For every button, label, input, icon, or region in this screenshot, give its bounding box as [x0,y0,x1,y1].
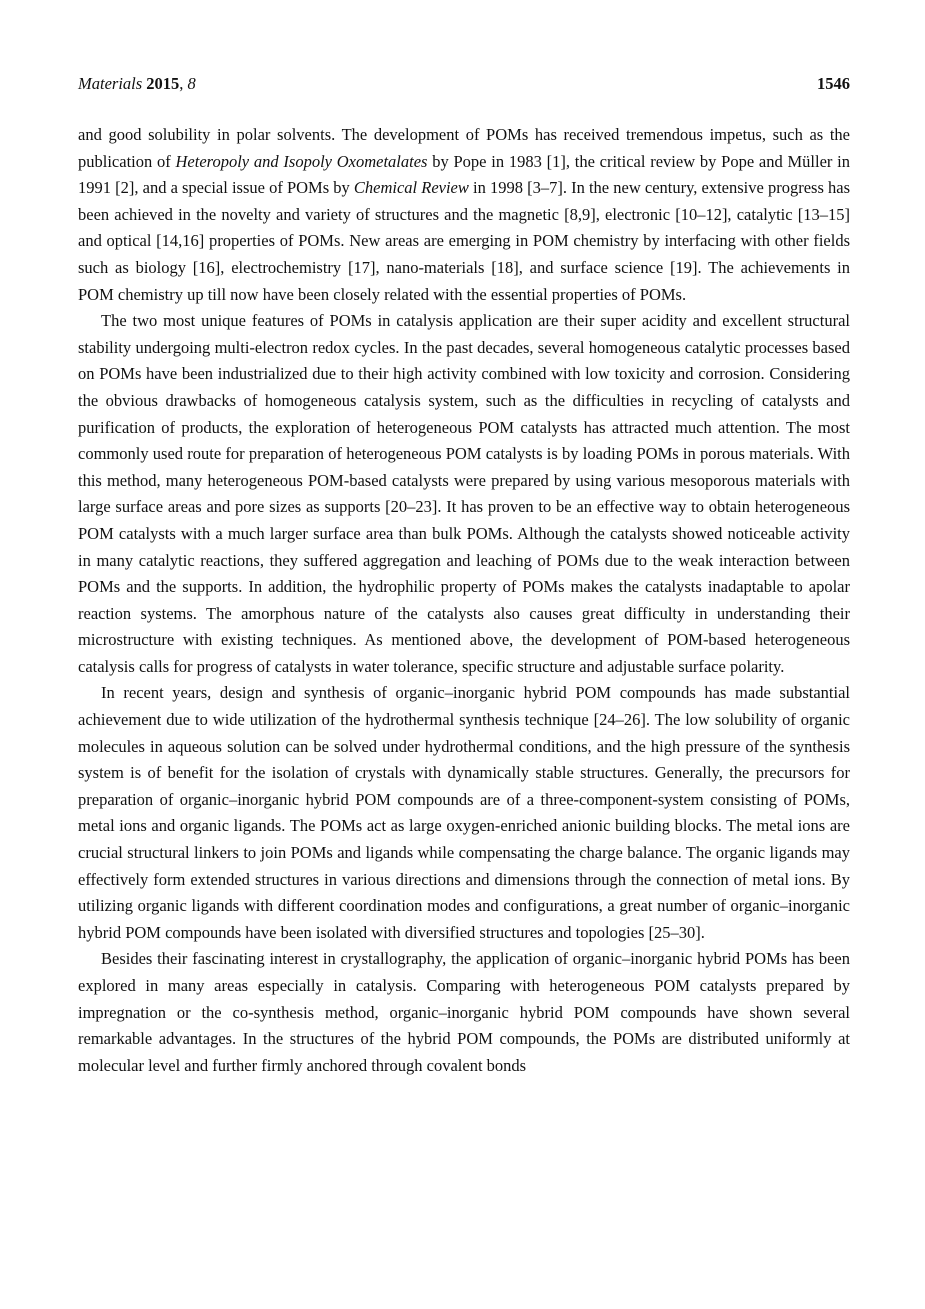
page-number: 1546 [817,74,850,93]
journal-name: Materials [78,74,143,93]
journal-year: 2015 [146,74,180,93]
paragraph-text: in 1998 [3–7]. In the new century, extensive progress has been achieved in the novelty and variety of structures and the magnetic [8,9], electronic [10–12], catalytic [13–15] and optical [14,16] properties of POMs. New areas are emerging in POM chemistry by interfacing with other fields such as biology [16], electrochemistry [17], nano-materials [18], and surface science [19]. The achievements in POM chemistry up till now have been closely related with the essential properties of POMs. [78,178,850,304]
italic-title: Heteropoly and Isopoly Oxometalates [175,151,428,171]
italic-title: Chemical Review [353,178,469,198]
paragraph [78,946,850,1079]
paragraph-text: Besides their fascinating interest in crystallography, the application of organic–inorganic hybrid POMs has been explored in many areas especially in catalysis. Comparing with heterogeneous POM catalysts prepared by impregnation or the co-synthesis method, organic–inorganic hybrid POM compounds have shown several remarkable advantages. In the structures of the hybrid POM compounds, the POMs are distributed uniformly at molecular level and further firmly anchored through covalent bonds [78,949,850,1075]
header-separator: , [179,74,188,93]
paragraph [78,680,850,946]
paragraph-text: In recent years, design and synthesis of organic–inorganic hybrid POM compounds has made substantial achievement due to wide utilization of the hydrothermal synthesis technique [24–26]. The low solubility of organic molecules in aqueous solution can be solved under hydrothermal conditions, and the high pressure of the synthesis system is of benefit for the isolation of crystals with dynamically stable structures. Generally, the precursors for preparation of organic–inorganic hybrid POM compounds are of a three-component-system consisting of POMs, metal ions and organic ligands. The POMs act as large oxygen-enriched anionic building blocks. The metal ions are crucial structural linkers to join POMs and ligands while compensating the charge balance. The organic ligands may effectively form extended structures in various directions and dimensions through the connection of metal ions. By utilizing organic ligands with different coordination modes and configurations, a great number of organic–inorganic hybrid POM compounds have been isolated with diversified structures and topologies [25–30]. [78,683,850,942]
paragraph [78,122,850,308]
paragraph-text: The two most unique features of POMs in catalysis application are their super acidity and excellent structural stability undergoing multi-electron redox cycles. In the past decades, several homogeneous catalytic processes based on POMs have been industrialized due to their high activity combined with low toxicity and corrosion. Considering the obvious drawbacks of homogeneous catalysis system, such as the difficulties in recycling of catalysts and purification of products, the exploration of heterogeneous POM catalysts has attracted much attention. The most commonly used route for preparation of heterogeneous POM catalysts is by loading POMs in porous materials. With this method, many heterogeneous POM-based catalysts were prepared by using various mesoporous materials with large surface areas and pore sizes as supports [20–23]. It has proven to be an effective way to obtain heterogeneous POM catalysts with a much larger surface area than bulk POMs. Although the catalysts showed noticeable activity in many catalytic reactions, they suffered aggregation and leaching of POMs due to the weak interaction between POMs and the supports. In addition, the hydrophilic property of POMs makes the catalysts inadaptable to apolar reaction systems. The amorphous nature of the catalysts also causes great difficulty in understanding their microstructure with existing techniques. As mentioned above, the development of POM-based heterogeneous catalysis calls for progress of catalysts in water tolerance, specific structure and adjustable surface polarity. [78,311,850,676]
paragraph-text: and good solubility in polar solvents. The development of POMs has received tremendous impetus, such as the publication of [78,125,850,171]
running-header [78,72,850,96]
journal-volume: 8 [187,74,196,93]
article-body [78,122,850,1079]
paragraph [78,308,850,680]
paragraph-text: by Pope in 1983 [1], the critical review by Pope and Müller in 1991 [2], and a special issue of POMs by [78,151,850,198]
